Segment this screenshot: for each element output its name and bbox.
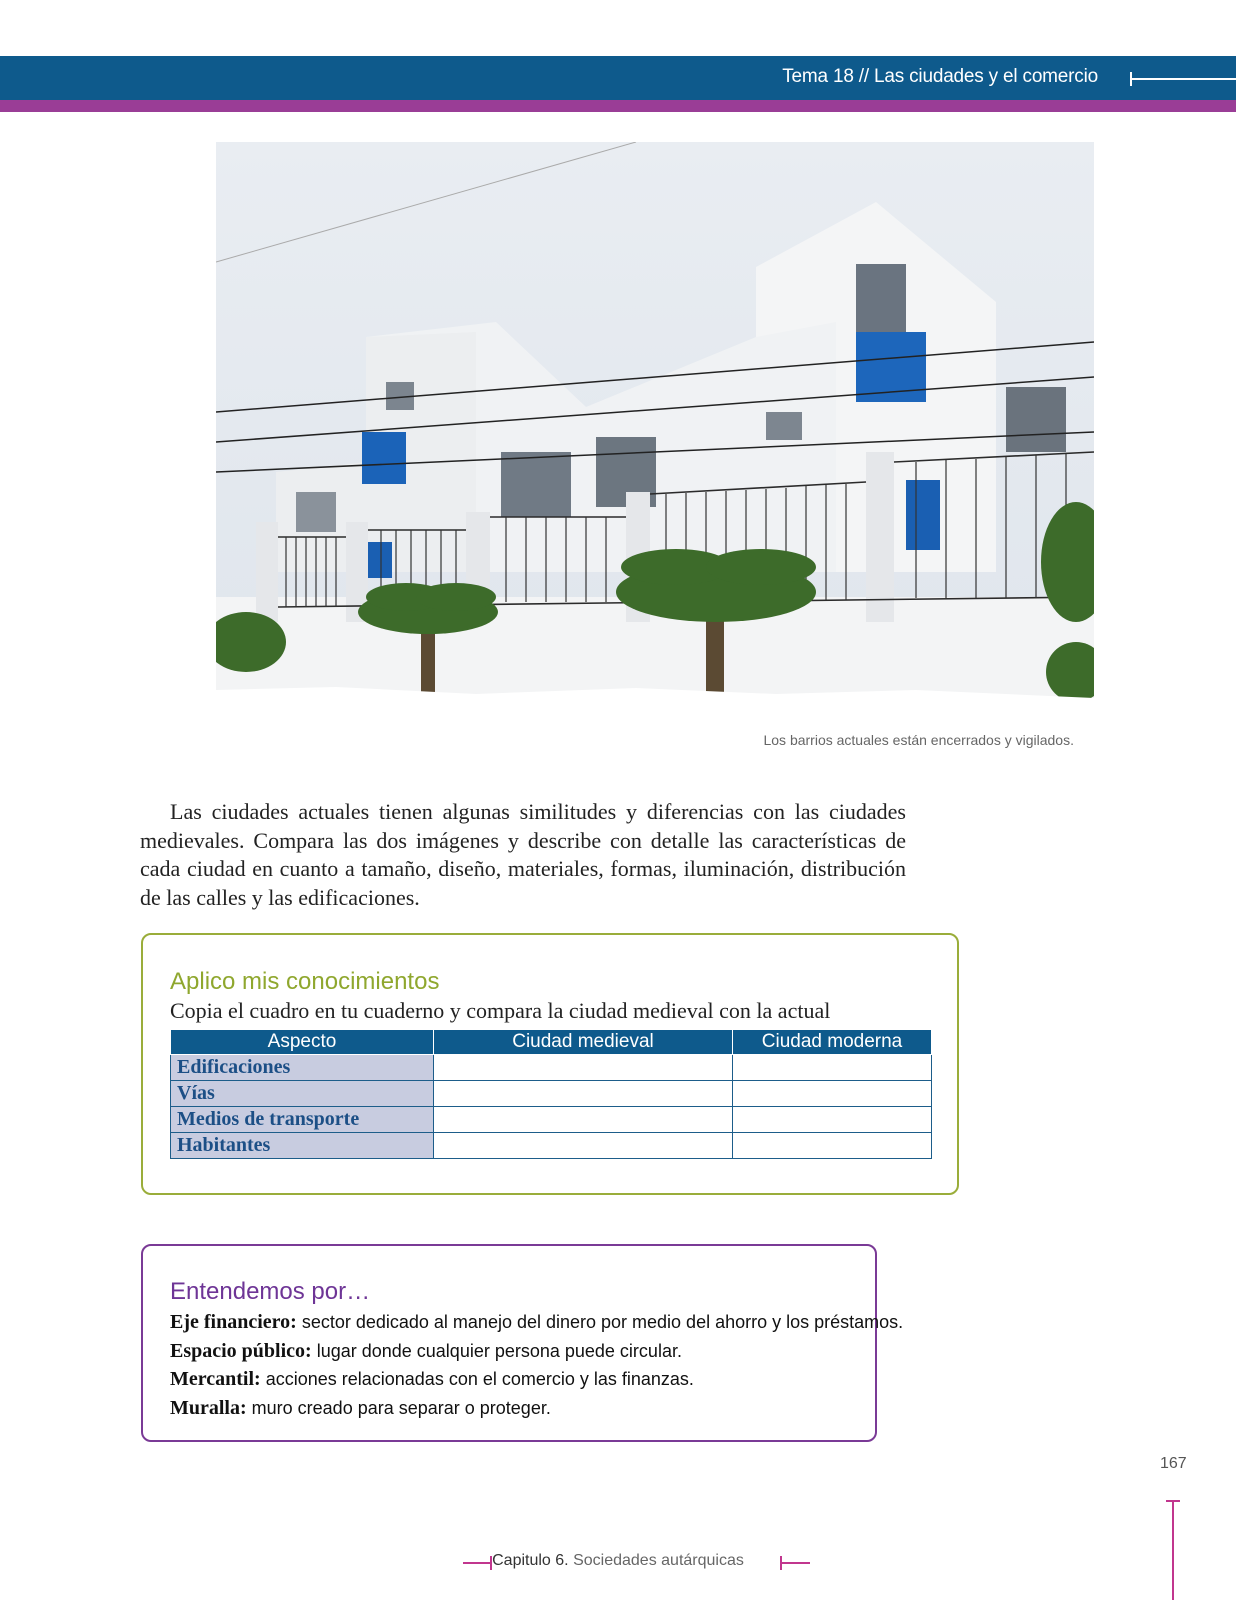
table-cell-aspect: Habitantes xyxy=(171,1133,434,1159)
header-rule xyxy=(1130,78,1236,80)
header-rule-tick xyxy=(1130,72,1132,86)
table-cell-aspect: Edificaciones xyxy=(171,1055,434,1081)
activity-title: Aplico mis conocimientos xyxy=(170,968,440,995)
definition-text: acciones relacionadas con el comercio y las finanzas. xyxy=(260,1369,694,1389)
table-cell-empty xyxy=(434,1081,733,1107)
side-rule xyxy=(1172,1500,1174,1600)
side-rule-tick xyxy=(1166,1500,1180,1502)
table-row xyxy=(171,1133,932,1159)
table-cell-empty xyxy=(434,1055,733,1081)
chapter-label: Capitulo 6. xyxy=(492,1552,569,1569)
footer-rule-right xyxy=(780,1562,810,1564)
table-header-modern: Ciudad moderna xyxy=(733,1030,932,1055)
chapter-name: Sociedades autárquicas xyxy=(573,1552,744,1569)
page-number: 167 xyxy=(1160,1455,1187,1472)
definition-term: Espacio público: xyxy=(170,1339,312,1362)
table-cell-empty xyxy=(733,1081,932,1107)
definitions-list xyxy=(170,1308,903,1422)
building-illustration xyxy=(216,142,1094,720)
building-photo xyxy=(216,142,1094,720)
table-cell-empty xyxy=(434,1107,733,1133)
table-header-medieval: Ciudad medieval xyxy=(434,1030,733,1055)
definition-term: Eje financiero: xyxy=(170,1311,297,1333)
table-header-row xyxy=(171,1030,932,1055)
table-row xyxy=(171,1081,932,1107)
table-cell-aspect: Medios de transporte xyxy=(171,1107,434,1133)
definition-item xyxy=(170,1337,903,1366)
definition-text: lugar donde cualquier persona puede circular. xyxy=(311,1340,682,1361)
definition-item xyxy=(170,1394,903,1423)
header-accent-stripe xyxy=(0,100,1236,112)
table-row xyxy=(171,1055,932,1081)
definition-text: muro creado para separar o proteger. xyxy=(246,1397,551,1418)
comparison-table xyxy=(170,1029,932,1159)
definition-item xyxy=(170,1365,903,1394)
table-cell-empty xyxy=(733,1133,932,1159)
definition-item xyxy=(170,1308,903,1337)
table-cell-empty xyxy=(733,1107,932,1133)
page-title: Tema 18 // Las ciudades y el comercio xyxy=(782,66,1098,87)
definition-text: sector dedicado al manejo del dinero por medio del ahorro y los préstamos. xyxy=(296,1312,904,1332)
table-cell-empty xyxy=(434,1133,733,1159)
definition-term: Muralla: xyxy=(170,1396,247,1419)
photo-caption: Los barrios actuales están encerrados y vigilados. xyxy=(763,732,1074,748)
footer xyxy=(0,1552,1236,1570)
table-cell-empty xyxy=(733,1055,932,1081)
definition-term: Mercantil: xyxy=(170,1368,261,1390)
table-cell-aspect: Vías xyxy=(171,1081,434,1107)
table-header-aspect: Aspecto xyxy=(171,1030,434,1055)
activity-instruction: Copia el cuadro en tu cuaderno y compara la ciudad medieval con la actual xyxy=(170,998,831,1023)
definitions-title: Entendemos por… xyxy=(170,1278,371,1305)
body-paragraph: Las ciudades actuales tienen algunas similitudes y diferencias con las ciudades medievales. Compara las dos imágenes y describe con detalle las características de cada ciudad en cuanto a tamaño, diseño, materiales, formas, iluminación, distribución de las calles y las edificaciones. xyxy=(140,799,906,910)
table-row xyxy=(171,1107,932,1133)
